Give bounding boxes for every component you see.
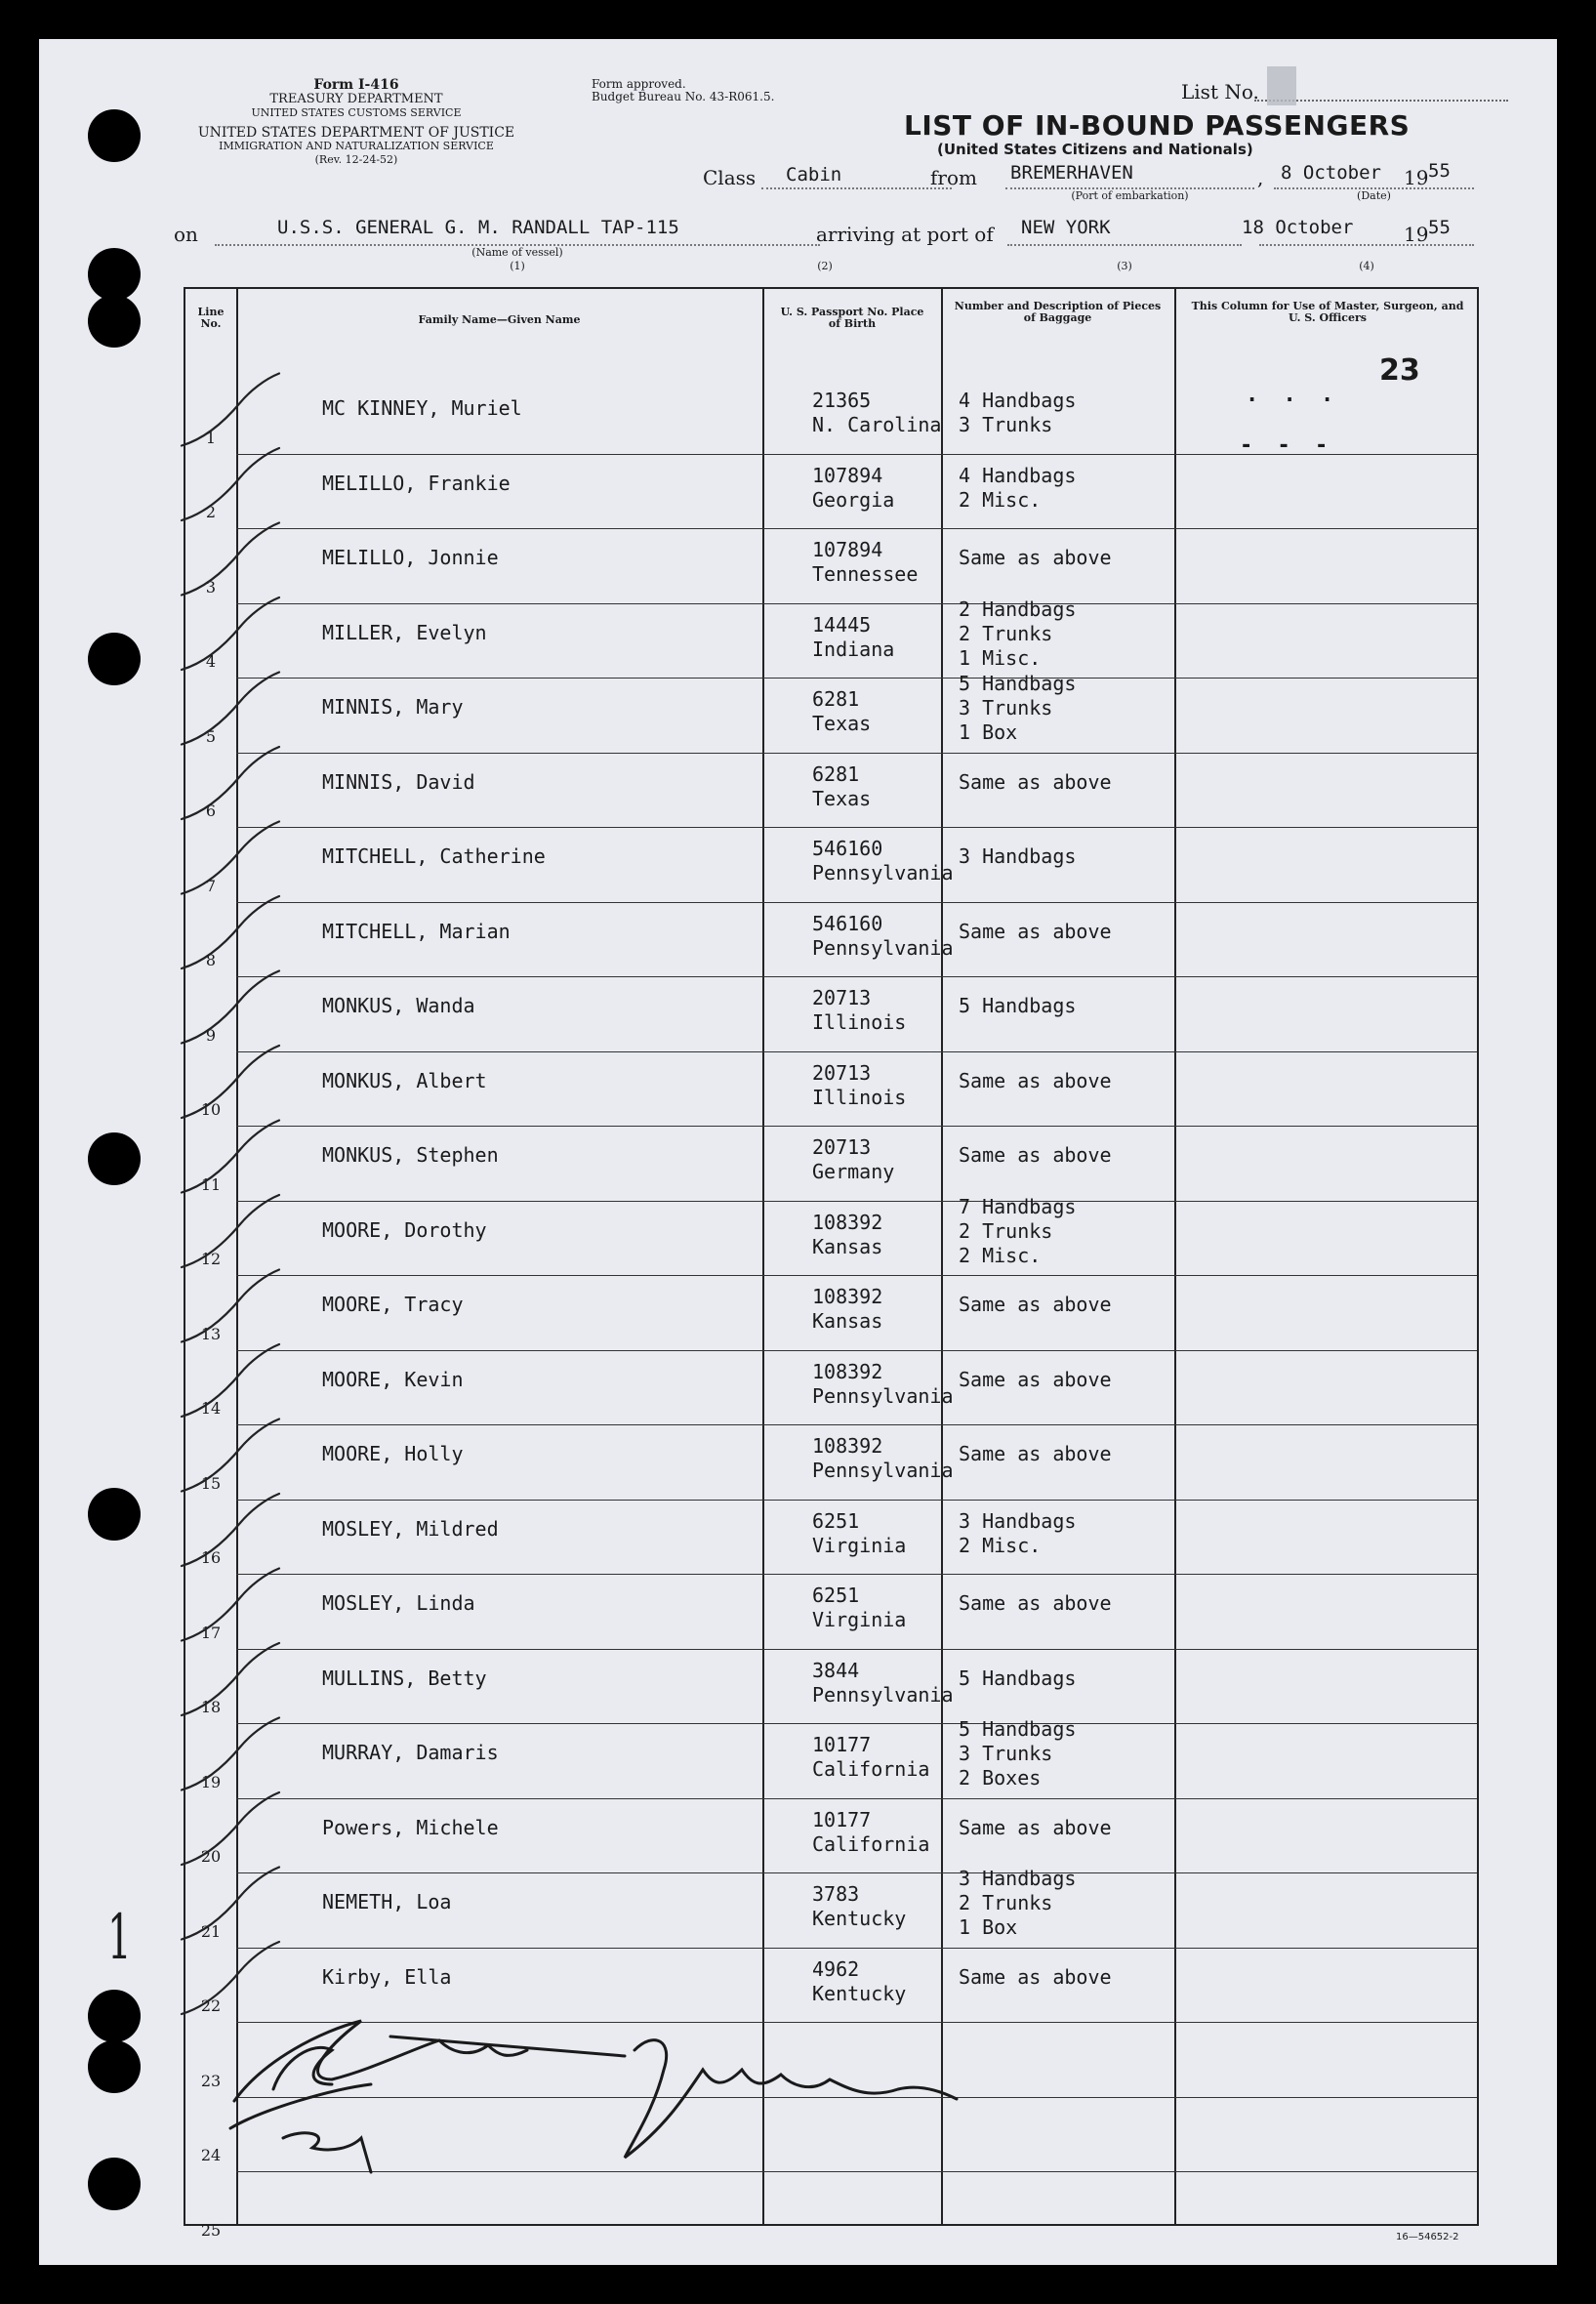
passport-number: 107894 <box>812 538 883 561</box>
customs-service: UNITED STATES CUSTOMS SERVICE <box>251 106 462 119</box>
arrival-year-prefix: 19 <box>1404 223 1429 246</box>
passport-number: 21365 <box>812 389 872 412</box>
baggage-description: 5 Handbags 3 Trunks 1 Box <box>959 672 1077 744</box>
line-number: 22 <box>200 1996 222 2015</box>
check-mark <box>182 1344 279 1417</box>
line-number: 18 <box>200 1698 222 1716</box>
line-number: 25 <box>200 2220 222 2240</box>
line-number: 6 <box>205 802 217 820</box>
check-mark <box>182 448 279 520</box>
check-mark <box>182 1046 279 1118</box>
place-of-birth: Kansas <box>812 1234 883 1258</box>
check-mark <box>182 1942 279 2014</box>
passenger-name: NEMETH, Loa <box>322 1890 452 1913</box>
passport-number: 546160 <box>812 911 883 935</box>
arrival-date: 18 October <box>1242 217 1354 238</box>
place-of-birth: Virginia <box>812 1533 907 1557</box>
passenger-name: MULLINS, Betty <box>322 1666 487 1690</box>
place-of-birth: Pennsylvania <box>812 1682 954 1707</box>
line-number: 2 <box>205 503 217 521</box>
place-of-birth: Georgia <box>812 487 895 512</box>
on-label: on <box>174 223 198 246</box>
passport-number: 14445 <box>812 612 872 637</box>
passport-number: 20713 <box>812 986 872 1009</box>
line-number: 15 <box>200 1473 222 1493</box>
place-of-birth: Pennsylvania <box>812 1459 954 1482</box>
form-revision: (Rev. 12-24-52) <box>314 153 398 166</box>
line-number: 11 <box>200 1174 222 1194</box>
check-mark <box>182 1643 279 1715</box>
line-number: 10 <box>200 1100 222 1119</box>
line-number: 16 <box>200 1548 222 1567</box>
baggage-description: 3 Handbags 2 Trunks 1 Box <box>959 1867 1077 1939</box>
place-of-birth: Texas <box>812 786 872 810</box>
passport-number: 108392 <box>812 1359 883 1383</box>
check-mark <box>182 597 279 670</box>
baggage-description: Same as above <box>959 1367 1112 1391</box>
place-of-birth: Pennsylvania <box>812 935 954 960</box>
form-number: Form I-416 <box>313 77 399 93</box>
arrival-year: 55 <box>1428 217 1451 238</box>
passenger-name: MONKUS, Albert <box>322 1068 487 1092</box>
officer-marks: · · · <box>1246 389 1340 413</box>
line-number: 14 <box>200 1399 222 1418</box>
check-mark <box>182 523 279 596</box>
passenger-name: MC KINNEY, Muriel <box>322 396 522 420</box>
column-4-caption: (4) <box>1359 260 1374 272</box>
passenger-name: MOORE, Tracy <box>322 1293 464 1316</box>
place-of-birth: Kentucky <box>812 1907 907 1930</box>
passport-number: 3844 <box>812 1658 860 1682</box>
passenger-name: MONKUS, Wanda <box>322 994 475 1017</box>
col-officers: This Column for Use of Master, Surgeon, and U. S. Officers <box>1191 300 1464 324</box>
vessel-name: U.S.S. GENERAL G. M. RANDALL TAP-115 <box>277 217 679 238</box>
budget-bureau: Budget Bureau No. 43-R061.5. <box>592 90 775 103</box>
officer-marks: - - - <box>1240 433 1334 458</box>
baggage-description: Same as above <box>959 1815 1112 1839</box>
check-mark <box>182 747 279 819</box>
baggage-description: 3 Handbags 2 Misc. <box>959 1508 1077 1557</box>
place-of-birth: Illinois <box>812 1010 907 1034</box>
place-of-birth: Texas <box>812 712 872 735</box>
check-mark <box>182 896 279 968</box>
col-passport: U. S. Passport No. Place of Birth <box>780 306 924 330</box>
passenger-name: MITCHELL, Catherine <box>322 844 546 868</box>
passport-number: 3783 <box>812 1882 860 1906</box>
officer-note: 23 <box>1379 353 1420 388</box>
passport-number: 20713 <box>812 1135 872 1159</box>
line-number: 24 <box>200 2146 222 2164</box>
passenger-name: MITCHELL, Marian <box>322 919 511 943</box>
baggage-description: Same as above <box>959 1591 1112 1615</box>
manifest-page <box>39 39 1557 2265</box>
passenger-name: MOORE, Holly <box>322 1442 464 1465</box>
baggage-description: Same as above <box>959 769 1112 794</box>
baggage-description: Same as above <box>959 1293 1112 1316</box>
footer-code: 16—54652-2 <box>1396 2232 1459 2242</box>
check-mark <box>182 1494 279 1566</box>
place-of-birth: Virginia <box>812 1608 907 1631</box>
column-1-caption: (1) <box>510 260 525 272</box>
passport-number: 10177 <box>812 1807 872 1831</box>
vessel-caption: (Name of vessel) <box>471 246 563 259</box>
line-number: 23 <box>200 2071 222 2090</box>
check-mark <box>182 1792 279 1865</box>
port-caption: (Port of embarkation) <box>1071 189 1189 202</box>
line-number: 7 <box>205 876 217 895</box>
place-of-birth: Kansas <box>812 1309 883 1333</box>
ins-service: IMMIGRATION AND NATURALIZATION SERVICE <box>219 140 494 152</box>
passenger-name: MINNIS, Mary <box>322 695 464 719</box>
arriving-label: arriving at port of <box>816 223 994 246</box>
col-baggage: Number and Description of Pieces of Baggage <box>954 300 1162 324</box>
line-number: 17 <box>200 1623 222 1642</box>
place-of-birth: Germany <box>812 1160 895 1183</box>
line-number: 4 <box>205 652 217 671</box>
passport-number: 10177 <box>812 1733 872 1756</box>
arrival-port: NEW YORK <box>1021 217 1111 238</box>
check-mark <box>182 374 279 446</box>
place-of-birth: Pennsylvania <box>812 861 954 885</box>
year-prefix: 19 <box>1404 166 1429 189</box>
baggage-description: 3 Handbags <box>959 844 1077 868</box>
check-mark <box>182 673 279 745</box>
departure-year: 55 <box>1428 160 1451 182</box>
check-mark <box>182 1419 279 1492</box>
baggage-description: 5 Handbags <box>959 994 1077 1017</box>
page-subtitle: (United States Citizens and Nationals) <box>937 141 1253 158</box>
place-of-birth: California <box>812 1831 930 1856</box>
check-mark <box>182 1718 279 1790</box>
passport-number: 108392 <box>812 1434 883 1458</box>
place-of-birth: Indiana <box>812 637 895 661</box>
check-mark <box>182 971 279 1044</box>
baggage-description: Same as above <box>959 1964 1112 1989</box>
line-number: 5 <box>205 726 217 746</box>
passport-number: 107894 <box>812 463 883 487</box>
baggage-description: Same as above <box>959 546 1112 569</box>
baggage-description: 2 Handbags 2 Trunks 1 Misc. <box>959 597 1077 670</box>
line-number: 1 <box>205 428 217 447</box>
margin-note: 1 <box>107 1902 132 1974</box>
class-label: Class <box>703 166 757 189</box>
treasury-dept: TREASURY DEPARTMENT <box>269 92 443 106</box>
passenger-name: MOORE, Dorothy <box>322 1217 487 1242</box>
place-of-birth: N. Carolina <box>812 413 942 436</box>
justice-dept: UNITED STATES DEPARTMENT OF JUSTICE <box>197 125 515 141</box>
comma: , <box>1257 166 1264 189</box>
line-number: 3 <box>205 577 217 597</box>
check-mark <box>182 1270 279 1342</box>
check-mark <box>182 1121 279 1193</box>
baggage-description: Same as above <box>959 1068 1112 1092</box>
passenger-name: MILLER, Evelyn <box>322 620 487 644</box>
passenger-name: MOORE, Kevin <box>322 1367 464 1391</box>
passenger-name: Kirby, Ella <box>322 1964 452 1989</box>
departure-date: 8 October <box>1281 162 1381 184</box>
passport-number: 4962 <box>812 1956 860 1981</box>
form-approved: Form approved. <box>592 77 686 91</box>
place-of-birth: Tennessee <box>812 562 919 586</box>
col-line-no: Line No. <box>197 306 225 330</box>
passenger-name: MINNIS, David <box>322 769 475 794</box>
date-caption: (Date) <box>1357 189 1391 202</box>
baggage-description: Same as above <box>959 919 1112 943</box>
line-number: 9 <box>205 1025 217 1045</box>
check-mark <box>182 1195 279 1267</box>
class-value: Cabin <box>786 164 842 185</box>
place-of-birth: Illinois <box>812 1085 907 1109</box>
place-of-birth: Kentucky <box>812 1981 907 2005</box>
passport-number: 108392 <box>812 1210 883 1234</box>
line-number: 21 <box>200 1921 222 1941</box>
line-number: 20 <box>200 1847 222 1866</box>
check-mark <box>182 1569 279 1641</box>
baggage-description: 4 Handbags 2 Misc. <box>959 463 1077 512</box>
passenger-name: MELILLO, Frankie <box>322 471 511 495</box>
passport-number: 6281 <box>812 687 860 711</box>
handwritten-marks <box>39 39 1557 2265</box>
place-of-birth: California <box>812 1757 930 1781</box>
passport-number: 6251 <box>812 1584 860 1607</box>
line-number: 19 <box>200 1772 222 1791</box>
column-2-caption: (2) <box>817 260 833 272</box>
baggage-description: 7 Handbags 2 Trunks 2 Misc. <box>959 1194 1077 1267</box>
baggage-description: 5 Handbags <box>959 1666 1077 1690</box>
passport-number: 6251 <box>812 1508 860 1533</box>
passenger-name: MONKUS, Stephen <box>322 1143 499 1167</box>
page-title: LIST OF IN-BOUND PASSENGERS <box>904 109 1411 142</box>
from-label: from <box>930 166 977 189</box>
check-mark <box>182 1868 279 1940</box>
line-number: 12 <box>200 1250 222 1268</box>
column-3-caption: (3) <box>1117 260 1132 272</box>
passport-number: 20713 <box>812 1060 872 1085</box>
place-of-birth: Pennsylvania <box>812 1383 954 1408</box>
passport-number: 546160 <box>812 837 883 860</box>
passenger-name: MELILLO, Jonnie <box>322 546 499 569</box>
signature <box>230 2021 957 2172</box>
baggage-description: 5 Handbags 3 Trunks 2 Boxes <box>959 1717 1077 1790</box>
passport-number: 108392 <box>812 1285 883 1308</box>
passenger-name: Powers, Michele <box>322 1815 499 1839</box>
line-number: 13 <box>200 1324 222 1343</box>
passport-number: 6281 <box>812 761 860 786</box>
baggage-description: Same as above <box>959 1442 1112 1465</box>
passenger-name: MOSLEY, Mildred <box>322 1516 499 1541</box>
check-mark <box>182 822 279 894</box>
passenger-name: MOSLEY, Linda <box>322 1591 475 1615</box>
port-of-embarkation: BREMERHAVEN <box>1010 162 1133 184</box>
col-family-name: Family Name—Given Name <box>418 313 581 326</box>
passenger-name: MURRAY, Damaris <box>322 1741 499 1764</box>
list-number-label: List No. <box>1181 80 1259 103</box>
baggage-description: 4 Handbags 3 Trunks <box>959 389 1077 436</box>
baggage-description: Same as above <box>959 1143 1112 1167</box>
line-number: 8 <box>205 951 217 969</box>
